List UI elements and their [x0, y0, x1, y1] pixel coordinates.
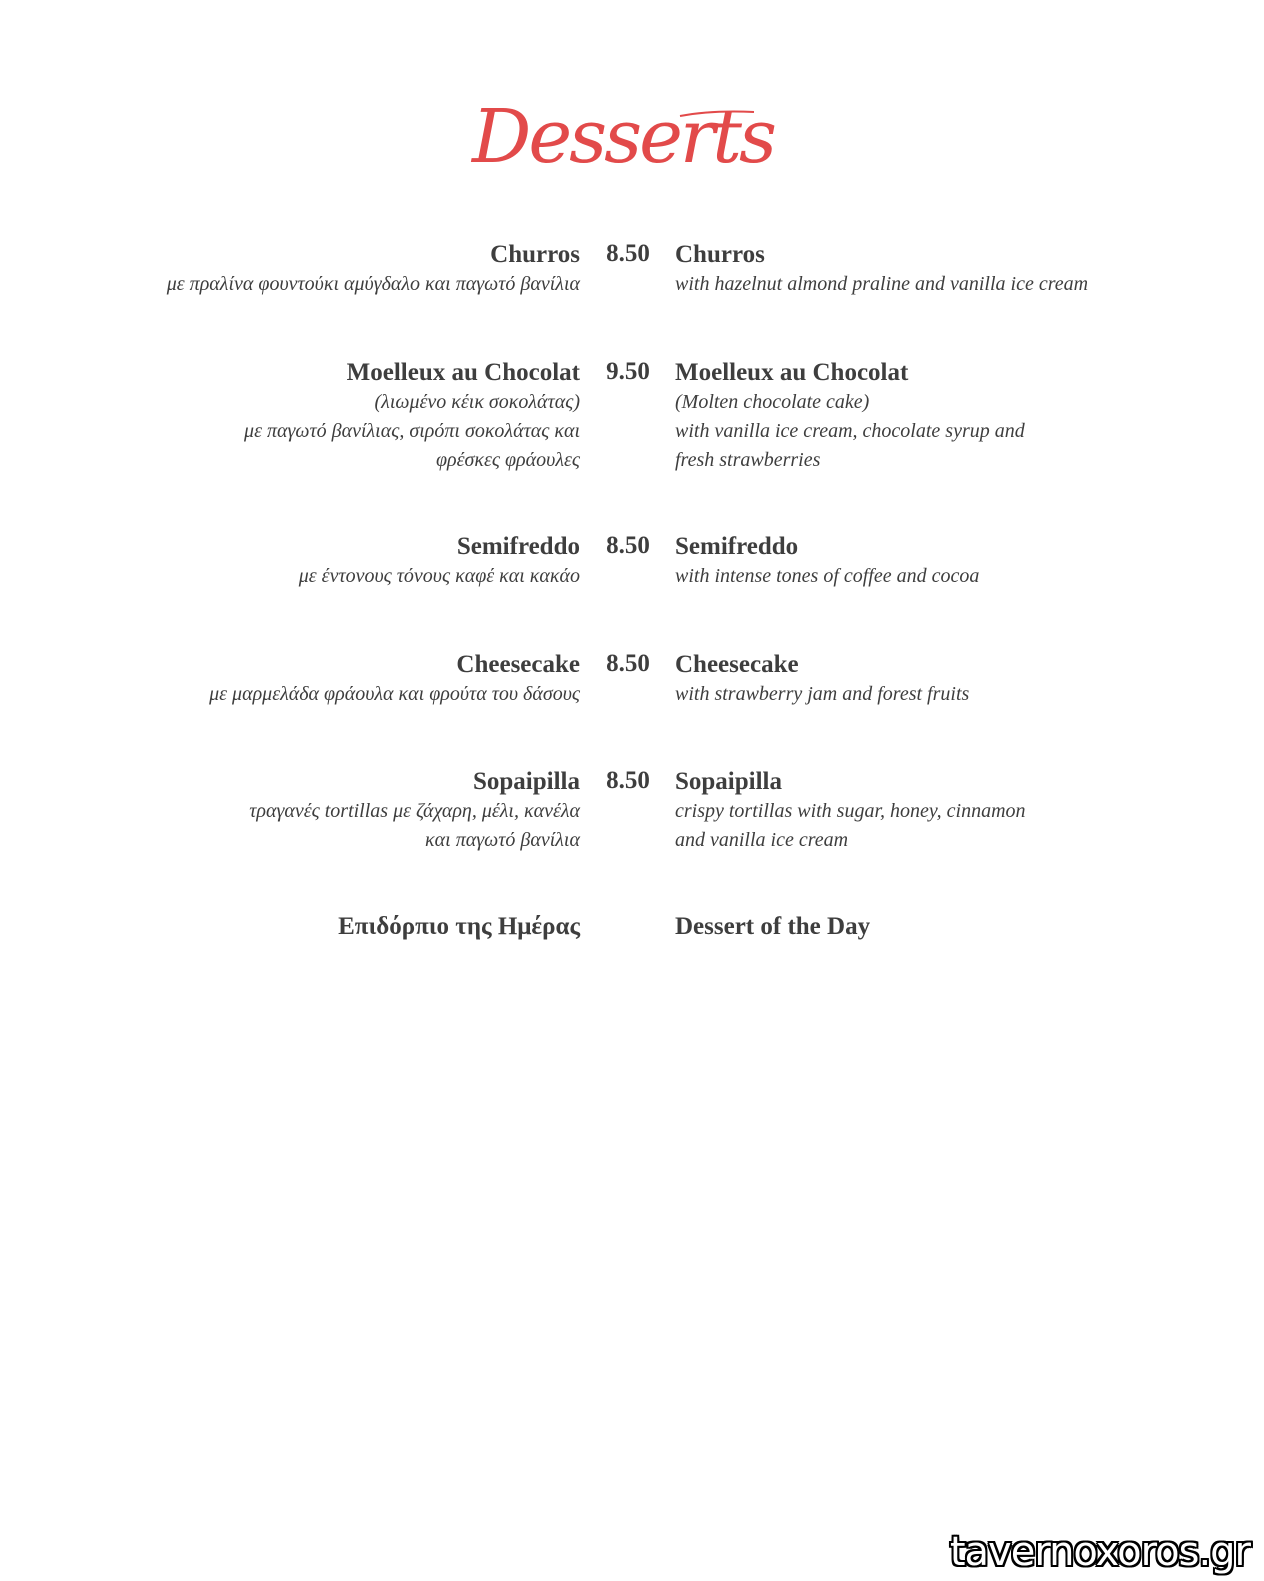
- menu-title-wrap: [0, 70, 1264, 190]
- item-price: 9.50: [606, 358, 650, 385]
- greek-item-desc: και παγωτό βανίλια: [425, 829, 580, 851]
- menu-title: [462, 70, 802, 190]
- greek-item-desc: τραγανές tortillas με ζάχαρη, μέλι, κανέλα: [249, 800, 580, 822]
- greek-item-desc: με πραλίνα φουντούκι αμύγδαλο και παγωτό βανίλια: [166, 273, 580, 295]
- english-item-name: Moelleux au Chocolat: [675, 359, 909, 386]
- greek-item-desc: με έντονους τόνους καφέ και κακάο: [298, 565, 580, 587]
- greek-item-name: Churros: [490, 241, 580, 268]
- english-item-name: Sopaipilla: [675, 768, 782, 795]
- greek-item-name: Επιδόρπιο της Ημέρας: [338, 913, 580, 940]
- greek-column: [60, 650, 580, 709]
- greek-item-name: Semifreddo: [456, 533, 580, 560]
- greek-column: [60, 912, 580, 942]
- greek-column: [60, 358, 580, 475]
- english-item-name: Semifreddo: [675, 533, 799, 560]
- english-item-desc: (Molten chocolate cake): [675, 391, 870, 413]
- english-item-name: Cheesecake: [675, 651, 799, 678]
- item-price: 8.50: [606, 240, 650, 267]
- english-column: [675, 767, 1195, 855]
- english-item-name: Churros: [675, 241, 765, 268]
- english-item-desc: with strawberry jam and forest fruits: [675, 683, 970, 705]
- english-column: [675, 912, 1195, 942]
- english-item-desc: with vanilla ice cream, chocolate syrup and: [675, 420, 1025, 442]
- greek-column: [60, 240, 580, 299]
- english-column: [675, 240, 1195, 299]
- item-price: 8.50: [606, 767, 650, 794]
- english-item-desc: fresh strawberries: [675, 449, 821, 471]
- english-item-desc: with intense tones of coffee and cocoa: [675, 565, 980, 587]
- english-item-name: Dessert of the Day: [675, 913, 871, 940]
- greek-item-name: Sopaipilla: [473, 768, 580, 795]
- greek-item-name: Cheesecake: [456, 651, 580, 678]
- english-column: [675, 532, 1195, 591]
- greek-column: [60, 767, 580, 855]
- greek-item-desc: με μαρμελάδα φράουλα και φρούτα του δάσους: [209, 683, 580, 705]
- item-price: 8.50: [606, 532, 650, 559]
- greek-item-name: Moelleux au Chocolat: [346, 359, 580, 386]
- english-item-desc: crispy tortillas with sugar, honey, cinnamon: [675, 800, 1026, 822]
- english-item-desc: and vanilla ice cream: [675, 829, 849, 851]
- greek-column: [60, 532, 580, 591]
- watermark: tavernoxoros.gr: [949, 1529, 1250, 1575]
- english-column: [675, 358, 1195, 475]
- menu-title-text: Desserts: [472, 94, 774, 180]
- greek-item-desc: (λιωμένο κέικ σοκολάτας): [374, 391, 580, 413]
- english-item-desc: with hazelnut almond praline and vanilla ice cream: [675, 273, 1089, 295]
- item-price: 8.50: [606, 650, 650, 677]
- greek-item-desc: φρέσκες φράουλες: [435, 449, 580, 471]
- english-column: [675, 650, 1195, 709]
- greek-item-desc: με παγωτό βανίλιας, σιρόπι σοκολάτας και: [244, 420, 580, 442]
